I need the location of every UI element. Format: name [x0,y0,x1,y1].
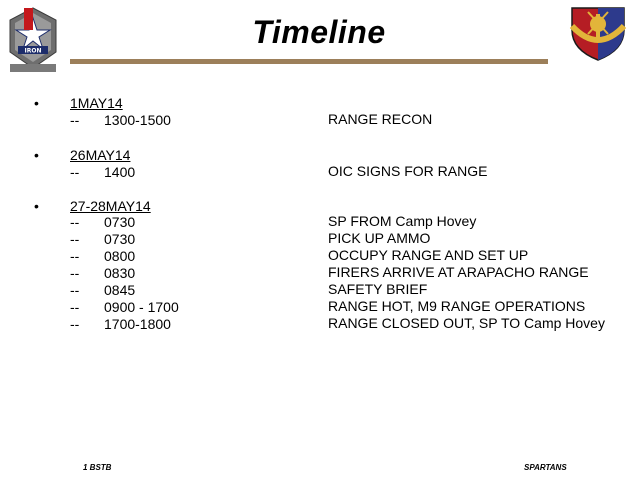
entry-time: 0845 [104,282,136,298]
entry-event: RANGE RECON [328,111,433,127]
bullet-icon: • [34,147,39,163]
entry-event: SAFETY BRIEF [328,281,428,297]
bullet-icon: • [34,95,39,111]
entry-dash: -- [70,265,80,281]
entry-dash: -- [70,214,80,230]
footer-unit-label: 1 BSTB [83,463,112,472]
group-date: 26MAY14 [70,147,131,163]
entry-time: 0800 [104,248,136,264]
iron-badge-label: IRON [24,47,42,55]
entry-time: 0730 [104,231,136,247]
entry-event: PICK UP AMMO [328,230,431,246]
entry-dash: -- [70,282,80,298]
entry-dash: -- [70,164,80,180]
slide-title: Timeline [252,14,386,50]
footer-motto-label: SPARTANS [524,463,567,472]
group-date: 1MAY14 [70,95,123,111]
entry-time: 1700-1800 [104,316,171,332]
entry-time: 1300-1500 [104,112,171,128]
entry-time: 1400 [104,164,136,180]
entry-time: 0830 [104,265,136,281]
entry-event: OCCUPY RANGE AND SET UP [328,247,529,263]
entry-dash: -- [70,299,80,315]
entry-event: RANGE HOT, M9 RANGE OPERATIONS [328,298,586,314]
entry-dash: -- [70,112,80,128]
entry-event: SP FROM Camp Hovey [328,213,477,229]
entry-dash: -- [70,316,80,332]
entry-event: FIRERS ARRIVE AT ARAPACHO RANGE [328,264,589,280]
entry-dash: -- [70,231,80,247]
entry-event: RANGE CLOSED OUT, SP TO Camp Hovey [328,315,605,331]
bullet-icon: • [34,198,39,214]
group-date: 27-28MAY14 [70,198,151,214]
entry-time: 0730 [104,214,136,230]
entry-event: OIC SIGNS FOR RANGE [328,163,488,179]
entry-dash: -- [70,248,80,264]
entry-time: 0900 - 1700 [104,299,179,315]
